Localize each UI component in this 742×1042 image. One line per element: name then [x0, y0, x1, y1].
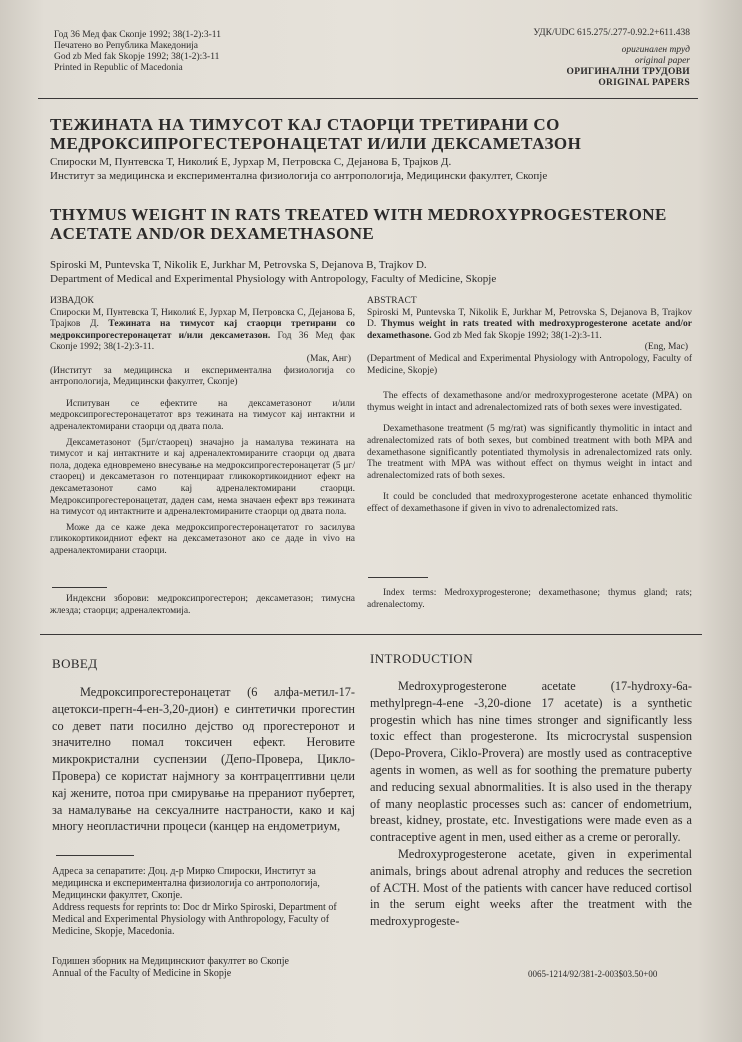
citation-source: Год 36 Мед фак Скопје 1992; 38(1-2):3-11.	[50, 330, 356, 353]
keywords-text: Индексни зборови: медроксипрогестерон; дексаметазон; тимусна жлезда; стаорци; адреналектомија.	[50, 594, 355, 616]
abstract-heading: ИЗВАДОК	[50, 296, 94, 306]
authors-macedonian	[50, 155, 700, 183]
header-line: Год 36 Мед фак Скопје 1992; 38(1-2):3-11	[54, 30, 221, 40]
address-en: Address requests for reprints to: Doc dr Mirko Spiroski, Department of Medical and Experimental Physiology with Anthropology, Faculty of Medicine, Skopje, Macedonia.	[52, 902, 337, 937]
affiliation: Department of Medical and Experimental Physiology with Antropology, Faculty of Medicine, Skopje	[50, 273, 497, 285]
citation-title: Thymus weight in rats treated with medroxyprogesterone acetate and/or dexamethasone.	[367, 319, 693, 341]
author-list: Спироски М, Пунтевска Т, Николиќ Е, Јурхар М, Петровска С, Дејанова Б, Трајков Д.	[50, 156, 452, 168]
keywords-text: Index terms: Medroxyprogesterone; dexamethasone; thymus gland; rats; adrenalectomy.	[367, 588, 692, 610]
abstract-paragraph: Може да се каже дека медроксипрогестеронацетатот го засилува гликокортикоидниот ефект на дексаметазонот ако се даде in vivo на адреналектомирани стаорци.	[50, 522, 355, 556]
affiliation: Институт за медицинска и експериментална физиологија со антропологија, Медицински факултет, Скопје	[50, 170, 548, 182]
abstract-paragraph: The effects of dexamethasone and/or medroxyprogesterone acetate (MPA) on thymus weight in intact and adrenalectomized rats of both sexes were investigated.	[367, 391, 692, 413]
journal-header-left	[54, 30, 374, 74]
body-paragraph: Медроксипрогестеронацетат (6 алфа-метил-17-ацетокси-прегн-4-ен-3,20-дион) е синтетички прогестин со девет пати посилно дејство од прогестеронот и значително помал токсичен ефект. Неговите микрокристални суспензии (Депо-Провера, Цикло-Провера) се користат најмногу за контрацептивни цели кај жените, потоа при смирување на прераниот пубертет, за намалување на сексуалните настраности, како и кај многу неопластични процеси (канцер на ендометриум,	[52, 685, 355, 834]
body-vovad	[52, 684, 355, 835]
footer-mk: Годишен зборник на Медицинскиот факултет во Скопје	[52, 956, 289, 967]
authors-english	[50, 258, 700, 286]
paper-type-en: original paper	[634, 56, 690, 66]
keywords-rule	[368, 577, 428, 578]
header-line: God zb Med fak Skopje 1992; 38(1-2):3-11	[54, 52, 220, 62]
language-note: (Eng, Mac)	[644, 342, 688, 353]
udc-code: УДК/UDC 615.275/.277-0.92.2+611.438	[533, 28, 690, 38]
institution-note: (Department of Medical and Experimental Physiology with Antropology, Faculty of Medicine, Skopje)	[367, 353, 692, 376]
footer-en: Annual of the Faculty of Medicine in Skopje	[52, 968, 232, 979]
title-macedonian: ТЕЖИНАТА НА ТИМУСОТ КАЈ СТАОРЦИ ТРЕТИРАНИ СО МЕДРОКСИПРОГЕСТЕРОНАЦЕТАТ И/ИЛИ ДЕКСАМЕТАЗОН	[50, 115, 582, 153]
abstract-paragraph: Dexamethasone treatment (5 mg/rat) was significantly thymolitic in intact and adrenalectomized rats of both sexes, but combined treatment with both MPA and dexamethasone significantly potentiated thymolysis in adrenalectomized rats only. The treatment with MPA was without effect on thymus weight in intact and adrenalectomized rats of both sexes.	[367, 424, 692, 481]
author-list: Spiroski M, Puntevska T, Nikolik E, Jurkhar M, Petrovska S, Dejanova B, Trajkov D.	[50, 259, 427, 271]
header-rule	[38, 98, 698, 99]
abstract-paragraph: It could be concluded that medroxyprogesterone acetate enhanced thymolitic effect of dexamethasone if given in vivo to adrenalectomized rats.	[367, 492, 692, 514]
citation	[367, 308, 692, 343]
citation-title: Тежината на тимусот кај стаорци третирани со медроксипрогестеронацетат и/или дексаметазон.	[50, 319, 355, 341]
title-english: THYMUS WEIGHT IN RATS TREATED WITH MEDROXYPROGESTERONE ACETATE AND/OR DEXAMETHASONE	[50, 205, 667, 243]
abstract-english	[367, 296, 692, 520]
header-line: Printed in Republic of Macedonia	[54, 63, 183, 73]
section-mk: ОРИГИНАЛНИ ТРУДОВИ	[566, 67, 690, 77]
section-heading-vovad: ВОВЕД	[52, 656, 98, 671]
body-paragraph: Medroxyprogesterone acetate (17-hydroxy-6a-methylpregn-4-ene -3,20-dione 17 acetate) is a synthetic progestin which has nine times stronger and significantly less toxic effect than progesterone. Its microcrystal suspension (Depo-Provera, Ciklo-Provera) are mostly used as contraceptive agents in women, as well as for soothing the premature puberty and reducing sexual abnormalities. It is also used in the therapy of many neoplastic processes such as: cancer of endometrium, breast, kidney, prostate, etc. Investigations were made even as a contraceptive agent in men, used either as a creme or perorally.	[370, 679, 692, 845]
paper-type-mk: оригинален труд	[621, 45, 690, 55]
abstract-macedonian	[50, 296, 355, 561]
header-line: Печатено во Република Македонија	[54, 41, 199, 51]
institution-note: (Институт за медицинска и експериментална физиологија со антропологија, Медицински факултет, Скопје)	[50, 365, 355, 388]
citation-authors: Spiroski M, Puntevska T, Nikolik E, Jurkhar M, Petrovska S, Dejanova B, Trajkov D.	[367, 307, 692, 330]
abstract-paragraph: Дексаметазонот (5μг/стаорец) значајно ја намалува тежината на тимусот и кај интактните и кај адреналектомираните стаорци од двата пола, додека едновремено внесување на медроксипрогестеронацетат (5 μг/стаорец) и дексаметазон го потенцираат гликокортикоидниот ефект на дексаметазонот само кај адреналектомирани стаорци. Медроксипрогестеронацетат, даден сам, нема значаен ефект врз тежината на тимусот од интактните и адреналектомираните стаорци од двата пола.	[50, 437, 355, 518]
body-paragraph: Medroxyprogesterone acetate, given in experimental animals, brings about adrenal atrophy and reduces the secretion of ACTH. Most of the patients with cancer have reduced cortisol in the serum eight weeks after the treatment with the medroxyprogeste-	[370, 846, 692, 929]
reprint-address	[52, 866, 355, 938]
address-mk: Адреса за сепаратите: Доц. д-р Мирко Спироски, Институт за медицинска и експериментална физиологија со антропологија, Медицински факултет, Скопје.	[52, 866, 320, 901]
section-en: ORIGINAL PAPERS	[598, 78, 690, 88]
keywords-english	[367, 588, 692, 615]
keywords-macedonian	[50, 594, 355, 621]
abstract-paragraph: Испитуван се ефектите на дексаметазонот и/или медроксипрогестеронацетатот врз тежината на тимусот кај интактни и адреналектомирани стаорци од двата пола.	[50, 398, 355, 432]
journal-header-right	[440, 28, 690, 89]
citation-source: God zb Med fak Skopje 1992; 38(1-2):3-11.	[434, 330, 602, 341]
body-introduction	[370, 678, 692, 930]
footnote-rule	[56, 855, 134, 856]
abstract-rule	[40, 634, 702, 635]
footer-annual	[52, 956, 382, 980]
language-note: (Мак, Анг)	[306, 353, 351, 364]
abstract-heading: ABSTRACT	[367, 296, 417, 306]
section-heading-introduction: INTRODUCTION	[370, 651, 474, 666]
citation-authors: Спироски М, Пунтевска Т, Николиќ Е, Јурхар М, Петровска С, Дејанова Б, Трајков Д.	[50, 307, 355, 330]
keywords-rule	[52, 587, 107, 588]
citation	[50, 308, 355, 354]
footer-code: 0065-1214/92/381-2-003$03.50+00	[528, 969, 658, 979]
